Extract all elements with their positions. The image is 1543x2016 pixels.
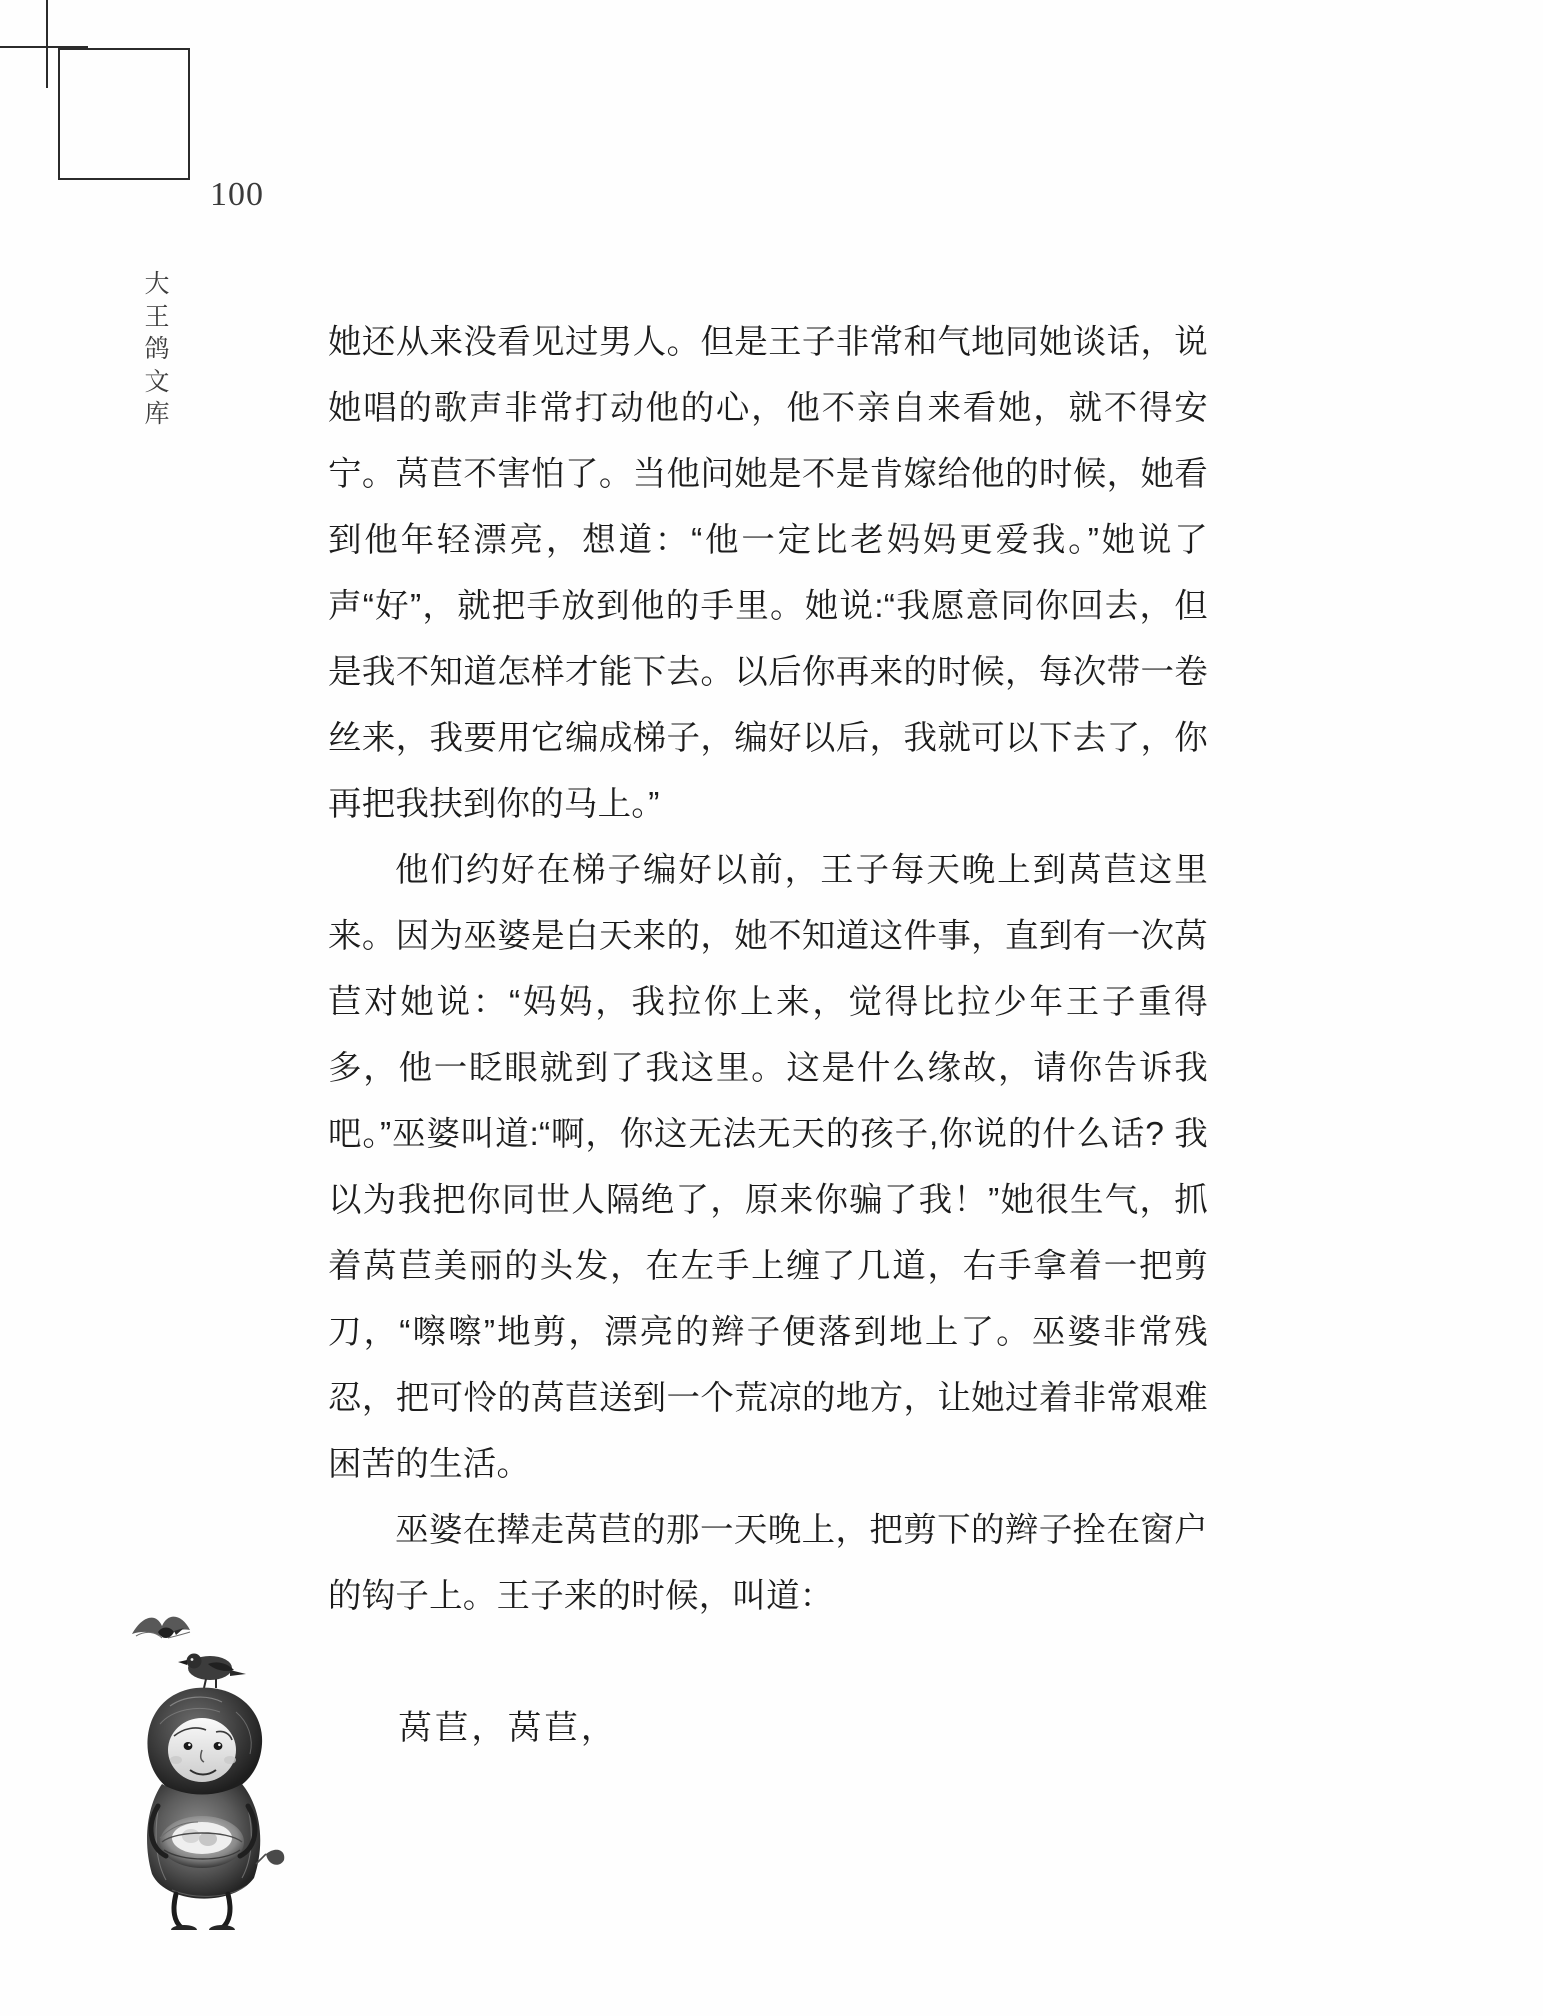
crop-mark-line bbox=[58, 48, 190, 50]
crop-mark-line bbox=[46, 0, 48, 88]
verse-line: 莴苣，莴苣， bbox=[398, 1710, 618, 1747]
paragraph: 她还从来没看见过男人。但是王子非常和气地同她谈话，说她唱的歌声非常打动他的心，他不亲自来看她，就不得安宁。莴苣不害怕了。当他问她是不是肯嫁给他的时候，她看到他年轻漂亮，想道：“他一定比老妈妈更爱我。”她说了声“好”，就把手放到他的手里。她说:“我愿意同你回去，但是我不知道怎样才能下去。以后你再来的时候，每次带一卷丝来，我要用它编成梯子，编好以后，我就可以下去了，你再把我扶到你的马上。” bbox=[328, 324, 1208, 823]
crop-mark-line bbox=[58, 48, 60, 180]
body-text-block bbox=[328, 310, 1208, 1762]
pencil-sketch-bird-and-figure-illustration bbox=[118, 1600, 348, 1930]
page-number: 100 bbox=[210, 176, 264, 213]
figure-sketch bbox=[147, 1688, 284, 1930]
verse-spacer bbox=[328, 1630, 1208, 1696]
paragraph: 他们约好在梯子编好以前，王子每天晚上到莴苣这里来。因为巫婆是白天来的，她不知道这件事，直到有一次莴苣对她说：“妈妈，我拉你上来，觉得比拉少年王子重得多，他一眨眼就到了我这里。这是什么缘故，请你告诉我吧。”巫婆叫道:“啊，你这无法无天的孩子,你说的什么话? 我以为我把你同世人隔绝了，原来你骗了我！”她很生气，抓着莴苣美丽的头发，在左手上缠了几道，右手拿着一把剪刀，“嚓嚓”地剪，漂亮的辫子便落到地上了。巫婆非常残忍，把可怜的莴苣送到一个荒凉的地方，让她过着非常艰难困苦的生活。 bbox=[328, 852, 1208, 1483]
perched-bird-icon bbox=[178, 1654, 246, 1689]
crop-mark-line bbox=[58, 178, 190, 180]
running-head-series-title: 大王鸽文库 bbox=[144, 270, 170, 428]
paragraph: 巫婆在撵走莴苣的那一天晚上，把剪下的辫子拴在窗户的钩子上。王子来的时候，叫道： bbox=[328, 1512, 1208, 1615]
flying-bird-icon bbox=[132, 1617, 190, 1638]
crop-mark-line bbox=[188, 48, 190, 180]
